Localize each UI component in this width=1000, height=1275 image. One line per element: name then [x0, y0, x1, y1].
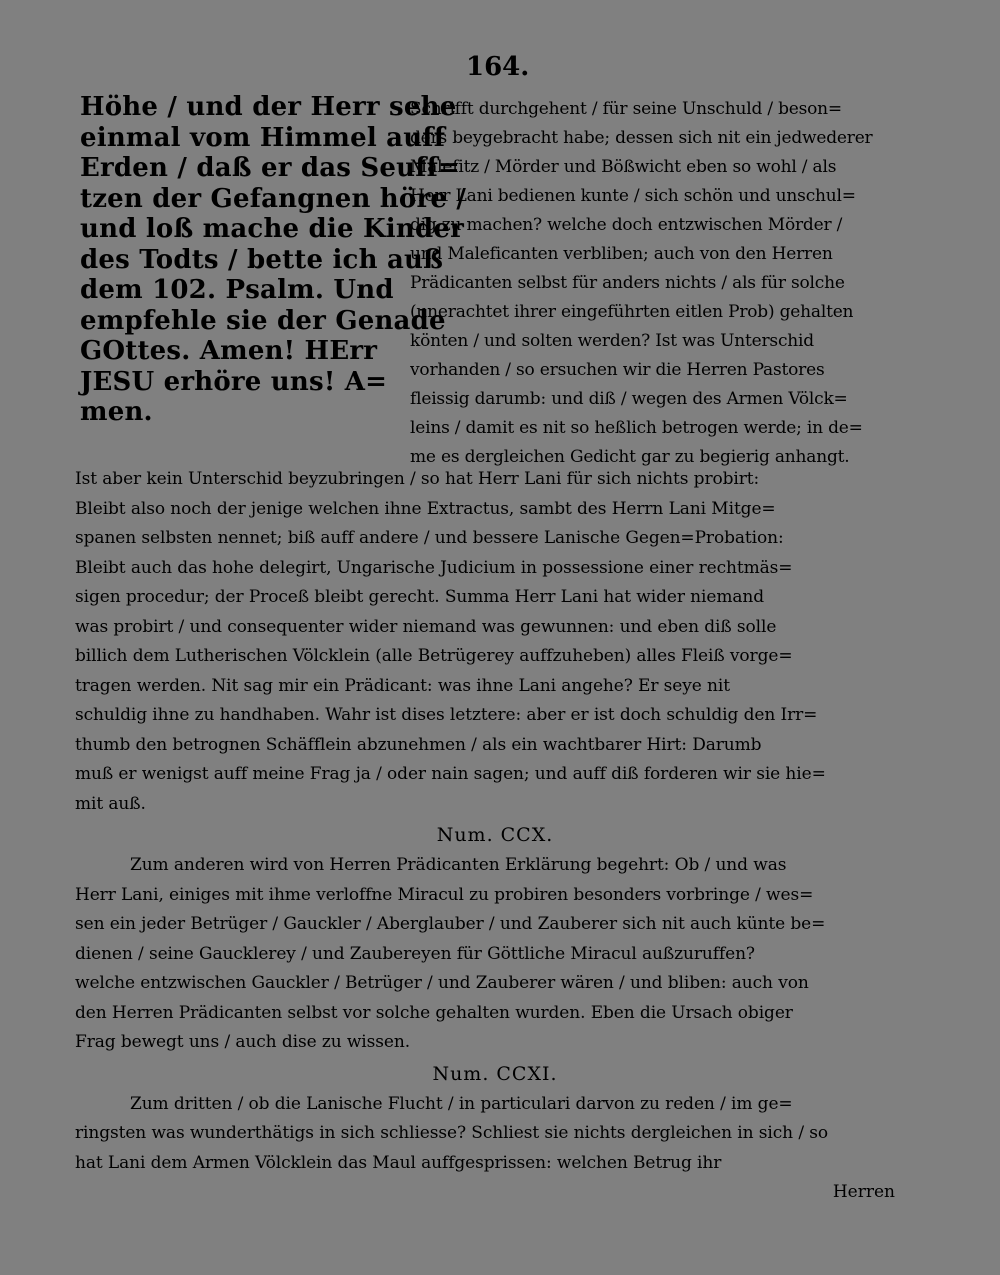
right-line: dig zu machen? welche doch entzwischen Mörder /	[410, 215, 843, 235]
section-heading: Num. CCXI.	[432, 1062, 558, 1085]
text-line: ringsten was wunderthätigs in sich schliesse? Schliest sie nichts dergleichen in sich / so	[75, 1123, 829, 1143]
right-line: könten / und solten werden? Ist was Unterschid	[410, 331, 814, 351]
right-line: Herr Lani bedienen kunte / sich schön und unschul=	[410, 186, 856, 206]
text-line: Zum dritten / ob die Lanische Flucht / in particulari darvon zu reden / im ge=	[130, 1093, 793, 1114]
catchword: Herren	[832, 1182, 895, 1202]
text-line: muß er wenigst auff meine Frag ja / oder nain sagen; und auff diß forderen wir sie hie=	[75, 764, 826, 784]
text-line: tragen werden. Nit sag mir ein Prädicant: was ihne Lani angehe? Er seye nit	[75, 675, 730, 696]
text-line: billich dem Lutherischen Völcklein (alle Betrügerey auffzuheben) alles Fleiß vorge=	[75, 646, 793, 666]
text-line: Frag bewegt uns / auch dise zu wissen.	[75, 1032, 410, 1052]
right-line: fleissig darumb: und diß / wegen des Armen Völck=	[410, 389, 848, 409]
text-line: dienen / seine Gaucklerey / und Zaubereyen für Göttliche Miracul außzuruffen?	[75, 943, 755, 964]
right-line: leins / damit es nit so heßlich betrogen werde; in de=	[410, 418, 863, 438]
text-line: Ist aber kein Unterschid beyzubringen / so hat Herr Lani für sich nichts probirt:	[75, 469, 760, 489]
left-line: JESU erhöre uns! A=	[80, 366, 388, 397]
right-line: ders beygebracht habe; dessen sich nit ein jedwederer	[410, 128, 873, 148]
left-line: men.	[80, 397, 153, 427]
page-number: 164.	[466, 52, 530, 82]
left-line: einmal vom Himmel auff	[80, 122, 446, 153]
left-line: dem 102. Psalm. Und	[80, 275, 394, 305]
text-line: Herr Lani, einiges mit ihme verloffne Miracul zu probiren besonders vorbringe / wes=	[75, 884, 814, 905]
text-line: mit auß.	[75, 793, 146, 814]
text-line: hat Lani dem Armen Völcklein das Maul auffgesprissen: welchen Betrug ihr	[75, 1152, 722, 1173]
left-line: tzen der Gefangnen höre /	[80, 183, 467, 214]
left-line: Erden / daß er das Seuff=	[80, 153, 460, 183]
text-line: thumb den betrognen Schäfflein abzunehmen / als ein wachtbarer Hirt: Darumb	[75, 734, 762, 755]
text-line: Zum anderen wird von Herren Prädicanten Erklärung begehrt: Ob / und was	[130, 855, 787, 875]
right-line: Schrifft durchgehent / für seine Unschuld / beson=	[410, 99, 842, 119]
right-column	[410, 95, 910, 472]
text-line: Bleibt also noch der jenige welchen ihne Extractus, sambt des Herrn Lani Mitge=	[75, 498, 776, 519]
right-line: und Maleficanten verbliben; auch von den Herren	[410, 244, 833, 264]
text-line: den Herren Prädicanten selbst vor solche gehalten wurden. Eben die Ursach obiger	[75, 1002, 793, 1023]
left-line: und loß mache die Kinder	[80, 214, 464, 244]
text-line: Bleibt auch das hohe delegirt, Ungarische Judicium in possessione einer rechtmäs=	[75, 557, 793, 578]
left-column	[80, 92, 467, 428]
left-line: empfehle sie der Genade	[80, 305, 446, 336]
left-line: GOttes. Amen! HErr	[80, 336, 378, 366]
text-line: sen ein jeder Betrüger / Gauckler / Aberglauber / und Zauberer sich nit auch künte be=	[75, 914, 826, 934]
left-line: Höhe / und der Herr sehe	[80, 92, 457, 122]
text-line: schuldig ihne zu handhaben. Wahr ist dises letztere: aber er ist doch schuldig den Irr=	[75, 705, 818, 725]
right-line: Malefitz / Mörder und Bößwicht eben so wohl / als	[410, 157, 837, 177]
right-line: me es dergleichen Gedicht gar zu begierig anhangt.	[410, 447, 850, 467]
left-line: des Todts / bette ich auß	[80, 244, 444, 275]
text-line: was probirt / und consequenter wider niemand was gewunnen: und eben diß solle	[75, 616, 777, 637]
right-line: vorhanden / so ersuchen wir die Herren Pastores	[410, 360, 825, 380]
right-line: (unerachtet ihrer eingeführten eitlen Prob) gehalten	[410, 302, 854, 322]
right-line: Prädicanten selbst für anders nichts / als für solche	[410, 273, 845, 293]
text-line: welche entzwischen Gauckler / Betrüger / und Zauberer wären / und bliben: auch von	[75, 973, 809, 993]
text-line: spanen selbsten nennet; biß auff andere / und bessere Lanische Gegen=Probation:	[75, 528, 784, 548]
body-text	[75, 465, 915, 1207]
text-line: sigen procedur; der Proceß bleibt gerecht. Summa Herr Lani hat wider niemand	[75, 587, 765, 607]
section-heading: Num. CCX.	[436, 824, 554, 846]
